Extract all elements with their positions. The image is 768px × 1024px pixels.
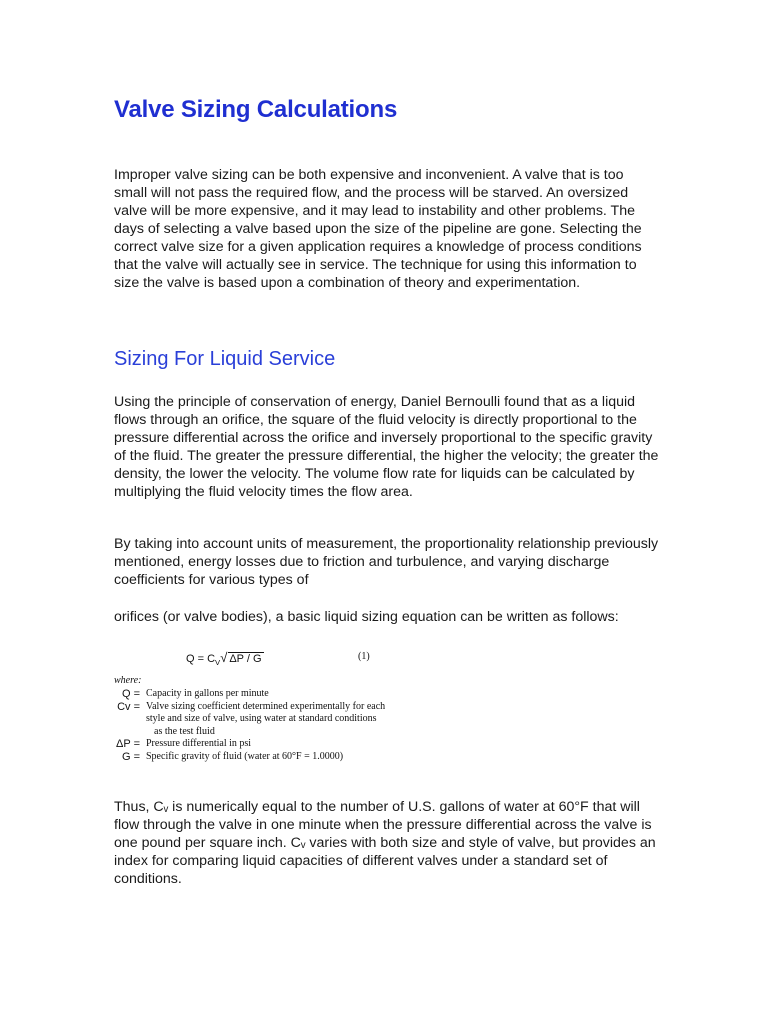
definition-text: Specific gravity of fluid (water at 60°F = 1.0000)	[146, 750, 344, 762]
definition-symbol: ΔP =	[116, 738, 140, 750]
intro-paragraph: Improper valve sizing can be both expensive and inconvenient. A valve that is too small will not pass the required flow, and the process will be starved. An oversized valve will be more expensive, and it may lead to instability and other problems. The days of selecting a valve based upon the size of the pipeline are gone. Selecting the correct valve size for a given application requires a knowledge of process conditions that the valve will actually see in service. The technique for using this information to size the valve is based upon a combination of theory and experimentation.	[114, 167, 642, 291]
where-label: where:	[114, 675, 142, 686]
equation-radicand: ΔP / G	[229, 653, 262, 665]
units-paragraph: By taking into account units of measurement, the proportionality relationship previously mentioned, energy losses due to friction and turbulence, and varying discharge coefficients for various types of	[114, 536, 659, 588]
definition-text: Capacity in gallons per minute	[146, 688, 269, 699]
definition-item	[114, 751, 414, 764]
equation-subscript: V	[215, 658, 221, 668]
equation-lhs: Q = C	[186, 653, 216, 665]
sizing-equation	[186, 650, 264, 667]
thus-paragraph: Thus, Cᵥ is numerically equal to the number of U.S. gallons of water at 60°F that will flow through the valve in one minute when the pressure differential across the valve is one pound per square inch. Cᵥ varies with both size and style of valve, but provides an index for comparing liquid capacities of different valves under a standard set of conditions.	[114, 799, 656, 887]
definition-continuation: as the test fluid	[154, 725, 215, 737]
bernoulli-paragraph: Using the principle of conservation of energy, Daniel Bernoulli found that as a liquid flows through an orifice, the square of the fluid velocity is directly proportional to the pressure differential across the orifice and inversely proportional to the specific gravity of the fluid. The greater the pressure differential, the higher the velocity; the greater the density, the lower the velocity. The volume flow rate for liquids can be calculated by multiplying the fluid velocity times the flow area.	[114, 394, 659, 500]
equation-number: (1)	[358, 651, 370, 662]
definition-continuation: style and size of valve, using water at standard conditions	[146, 713, 377, 724]
definition-symbol: Q =	[121, 688, 140, 700]
orifices-paragraph: orifices (or valve bodies), a basic liquid sizing equation can be written as follows:	[114, 609, 619, 625]
definition-symbol: G =	[121, 750, 140, 763]
definition-text: Pressure differential in psi	[146, 738, 252, 749]
definitions-list	[114, 688, 414, 763]
square-root-icon: √	[220, 650, 228, 665]
definition-item	[114, 688, 414, 701]
definition-text: Valve sizing coefficient determined experimentally for each	[146, 700, 386, 712]
definition-item	[114, 738, 414, 751]
page-title: Valve Sizing Calculations	[114, 96, 398, 123]
section-heading: Sizing For Liquid Service	[114, 348, 336, 370]
definition-symbol: Cv =	[117, 700, 140, 713]
definition-item	[114, 701, 414, 739]
